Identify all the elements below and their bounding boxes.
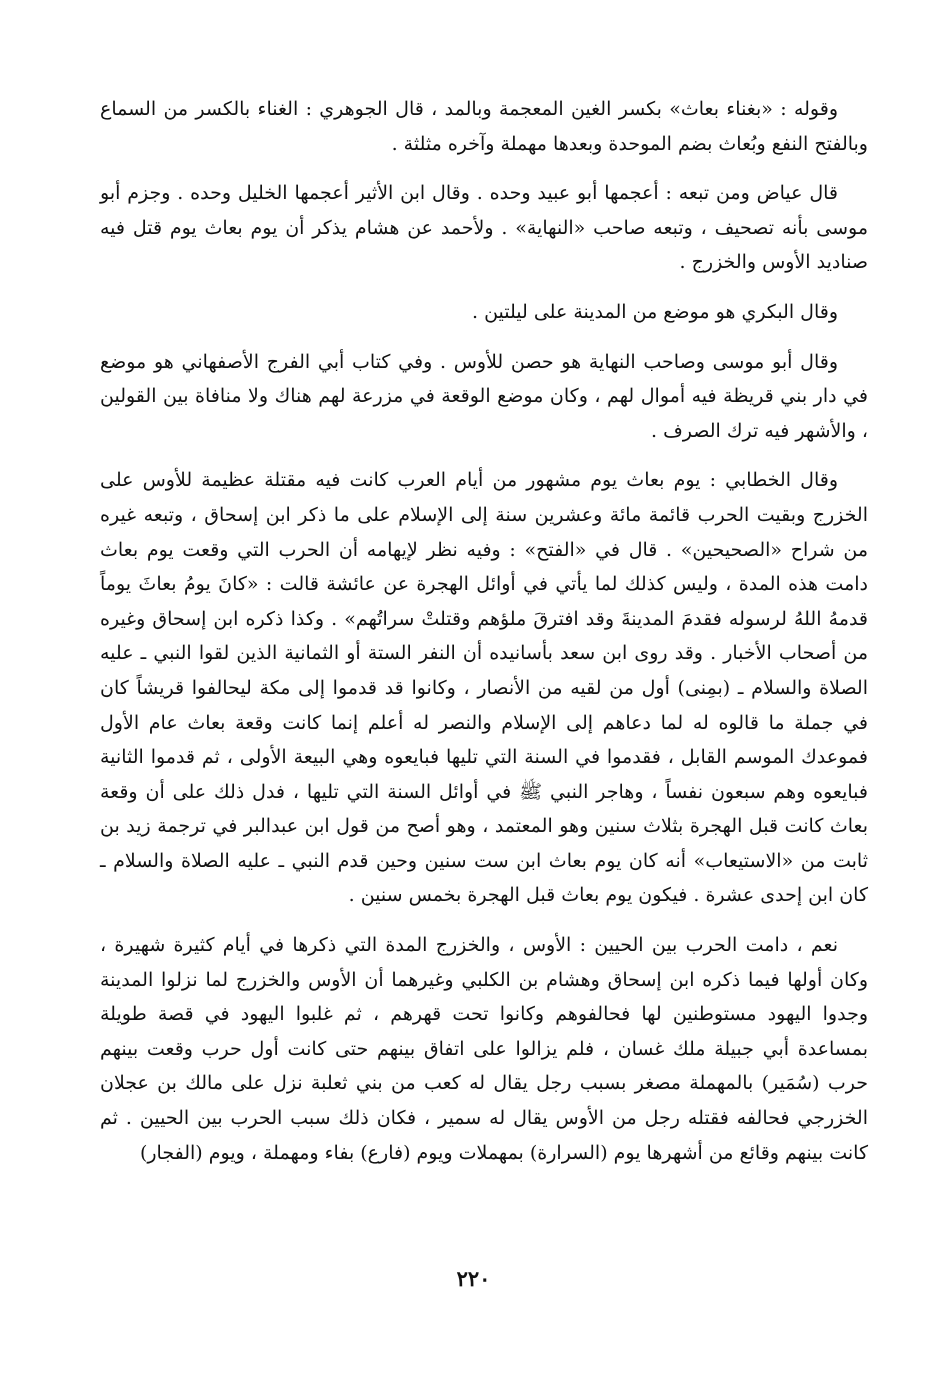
body-text	[100, 92, 868, 1185]
paragraph-bakri-opinion: وقال البكري هو موضع من المدينة على ليلتين .	[471, 300, 838, 323]
paragraph-abu-musa-opinion: وقال أبو موسى وصاحب النهاية هو حصن للأوس . وفي كتاب أبي الفرج الأصفهاني هو موضع في دار بني قريظة فيه أموال لهم ، وكان موضع الوقعة في مزرعة لهم هناك ولا منافاة بين القولين ، والأشهر فيه ترك الصرف .	[100, 350, 868, 442]
paragraph-gloss-bughaa-buath: وقوله : «بغناء بعاث» بكسر الغين المعجمة وبالمد ، قال الجوهري : الغناء بالكسر من السماع وبالفتح النفع وبُعاث بضم الموحدة وبعدها مهملة وآخره مثلثة .	[100, 98, 868, 155]
paragraph-aws-khazraj-war: نعم ، دامت الحرب بين الحيين : الأوس ، والخزرج المدة التي ذكرها في أيام كثيرة شهيرة ، وكان أولها فيما ذكره ابن إسحاق وهشام بن الكلبي وغيرهما أن الأوس والخزرج لما نزلوا المدينة وجدوا اليهود مستوطنين لها فحالفوهم وكانوا تحت قهرهم ، ثم غلبوا اليهود في قصة طويلة بمساعدة أبي جبيلة ملك غسان ، فلم يزالوا على اتفاق بينهم حتى كانت أول حرب وقعت بينهم حرب (سُمَير) بالمهملة مصغر بسبب رجل يقال له كعب من بني ثعلبة نزل على مالك بن عجلان الخزرجي فحالفه فقتله رجل من الأوس يقال له سمير ، فكان ذلك سبب الحرب بين الحيين . ثم كانت بينهم وقائع من أشهرها يوم (السرارة) بمهملات ويوم (فارع) بفاء ومهملة ، ويوم (الفجار)	[100, 934, 868, 1164]
paragraph-khattabi-opinion: وقال الخطابي : يوم بعاث يوم مشهور من أيام العرب كانت فيه مقتلة عظيمة للأوس على الخزرج وبقيت الحرب قائمة مائة وعشرين سنة إلى الإسلام على ما ذكر ابن إسحاق ، وتبعه غيره من شراح «الصحيحين» . قال في «الفتح» : وفيه نظر لإيهامه أن الحرب التي وقعت يوم بعاث دامت هذه المدة ، وليس كذلك لما يأتي في أوائل الهجرة عن عائشة قالت : «كانَ يومُ بعاثَ يوماً قدمهُ اللهُ لرسوله فقدمَ المدينةَ وقد افترقَ ملؤهم وقتلتْ سراتُهم» . وكذا ذكره ابن إسحاق وغيره من أصحاب الأخبار . وقد روى ابن سعد بأسانيده أن النفر الستة أو الثمانية الذين لقوا النبي ـ عليه الصلاة والسلام ـ (بمِنى) أول من لقيه من الأنصار ، وكانوا قد قدموا إلى مكة ليحالفوا قريشاً كان في جملة ما قالوه له لما دعاهم إلى الإسلام والنصر له أعلم إنما كانت وقعة بعاث عام الأول فموعدك الموسم القابل ، فقدموا في السنة التي تليها فبايعوه وهي البيعة الأولى ، ثم قدموا الثانية فبايعوه وهم سبعون نفساً ، وهاجر النبي ﷺ في أوائل السنة التي تليها ، فدل ذلك على أن وقعة بعاث كانت قبل الهجرة بثلاث سنين وهو المعتمد ، وهو أصح من قول ابن عبدالبر في ترجمة زيد بن ثابت من «الاستيعاب» أنه كان يوم بعاث ابن ست سنين وحين قدم النبي ـ عليه الصلاة والسلام ـ كان ابن إحدى عشرة . فيكون يوم بعاث قبل الهجرة بخمس سنين .	[100, 469, 868, 907]
paragraph-iyad-opinion: قال عياض ومن تبعه : أعجمها أبو عبيد وحده . وقال ابن الأثير أعجمها الخليل وحده . وجزم أبو موسى بأنه تصحيف ، وتبعه صاحب «النهاية» . ولأحمد عن هشام يذكر أن يوم بعاث يوم قتل فيه صناديد الأوس والخزرج .	[100, 182, 868, 274]
page-number: ٢٢٠	[456, 1266, 491, 1291]
